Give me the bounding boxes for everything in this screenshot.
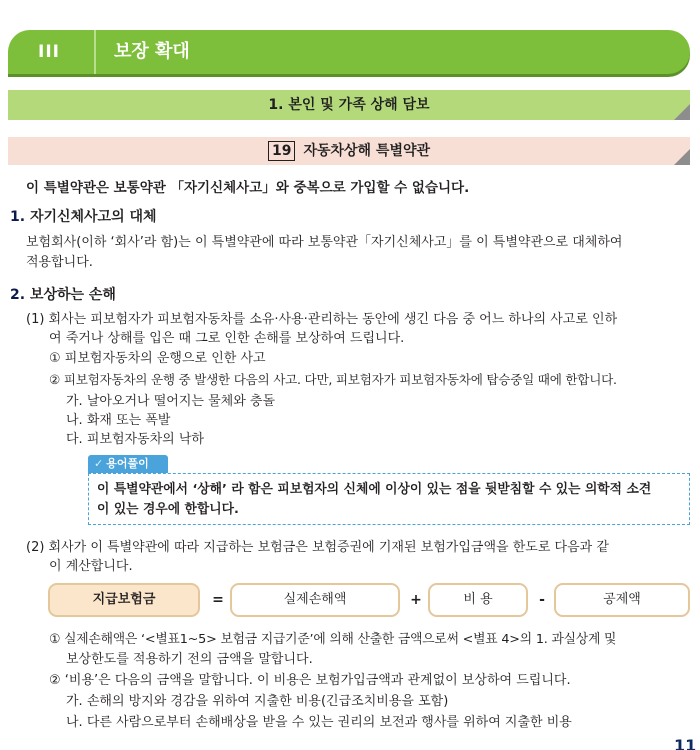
formula-term-actual-loss: 실제손해액 — [230, 583, 400, 617]
s1-heading-text: 자기신체사고의 대체 — [29, 209, 157, 225]
s1-heading-number: 1. — [10, 209, 26, 225]
sub-item: 가. 날아오거나 떨어지는 물체와 충돌 — [66, 394, 276, 409]
item-2: ② 피보험자동차의 운행 중 발생한 다음의 사고. 다만, 피보험자가 피보험자동차에 탑승중일 때에 한합니다. — [49, 372, 617, 387]
sub-item: 나. 화재 또는 폭발 — [66, 413, 171, 428]
para1-line: 여 죽거나 상해를 입은 때 그로 인한 손해를 보상하여 드립니다. — [49, 331, 405, 346]
note-1-line: 보상한도를 적용하기 전의 금액을 말합니다. — [66, 652, 313, 667]
corner-fold-icon — [674, 104, 690, 120]
term-explanation-box — [88, 473, 690, 525]
clause-title: 자동차상해 특별약관 — [303, 143, 431, 159]
clause-number: 19 — [268, 141, 295, 161]
formula-term-deductible: 공제액 — [554, 583, 690, 617]
chapter-number: III — [38, 42, 60, 62]
term-line: 이 특별약관에서 ‘상해’ 라 함은 피보험자의 신체에 이상이 있는 점을 뒷받침할 수 있는 의학적 소견 — [97, 482, 652, 497]
minus-sign: - — [539, 592, 545, 608]
note-2-sub: 나. 다른 사람으로부터 손해배상을 받을 수 있는 권리의 보전과 행사를 위하여 지출한 비용 — [66, 715, 572, 730]
s2-heading-number: 2. — [10, 287, 26, 303]
section-banner — [8, 90, 690, 120]
s1-line: 적용합니다. — [26, 255, 93, 270]
para1-line: (1) 회사는 피보험자가 피보험자동차를 소유·사용·관리하는 동안에 생긴 다음 중 어느 하나의 사고로 인하 — [26, 312, 618, 327]
benefit-formula — [0, 583, 700, 617]
chapter-title: 보장 확대 — [114, 41, 190, 62]
check-icon: ✓ — [94, 457, 104, 470]
clause-heading — [8, 137, 690, 165]
para2-line: 이 계산합니다. — [49, 559, 133, 574]
note-1-line: ① 실제손해액은 ‘<별표1~5> 보험금 지급기준’에 의해 산출한 금액으로써 <별표 4>의 1. 과실상계 및 — [49, 632, 617, 647]
intro-notice: 이 특별약관은 보통약관 「자기신체사고」와 중복으로 가입할 수 없습니다. — [26, 180, 470, 196]
term-line: 이 있는 경우에 한합니다. — [97, 502, 239, 517]
chapter-header — [8, 30, 690, 74]
formula-term-payout: 지급보험금 — [48, 583, 200, 617]
corner-fold-icon — [674, 149, 690, 165]
term-label: 용어풀이 — [106, 457, 149, 470]
equals-sign: = — [212, 592, 224, 608]
s2-heading-text: 보상하는 손해 — [29, 287, 116, 303]
s2-heading — [10, 285, 116, 305]
para2-line: (2) 회사가 이 특별약관에 따라 지급하는 보험금은 보험증권에 기재된 보험가입금액을 한도로 다음과 같 — [26, 540, 609, 555]
formula-term-costs: 비 용 — [428, 583, 528, 617]
section-title: 1. 본인 및 가족 상해 담보 — [268, 97, 430, 113]
page-number: 11 — [674, 736, 697, 750]
plus-sign: + — [410, 592, 422, 608]
note-2-sub: 가. 손해의 방지와 경감을 위하여 지출한 비용(긴급조치비용을 포함) — [66, 694, 449, 709]
sub-item: 다. 피보험자동차의 낙하 — [66, 432, 204, 447]
s1-line: 보험회사(이하 ‘회사’라 함)는 이 특별약관에 따라 보통약관「자기신체사고」를 이 특별약관으로 대체하여 — [26, 235, 623, 250]
chapter-divider — [94, 30, 96, 74]
item-1: ① 피보험자동차의 운행으로 인한 사고 — [49, 351, 266, 366]
term-label-tag — [88, 455, 168, 473]
s1-heading — [10, 207, 157, 227]
note-2: ② ‘비용’은 다음의 금액을 말합니다. 이 비용은 보험가입금액과 관계없이 보상하여 드립니다. — [49, 673, 571, 688]
clause-banner — [8, 137, 690, 165]
